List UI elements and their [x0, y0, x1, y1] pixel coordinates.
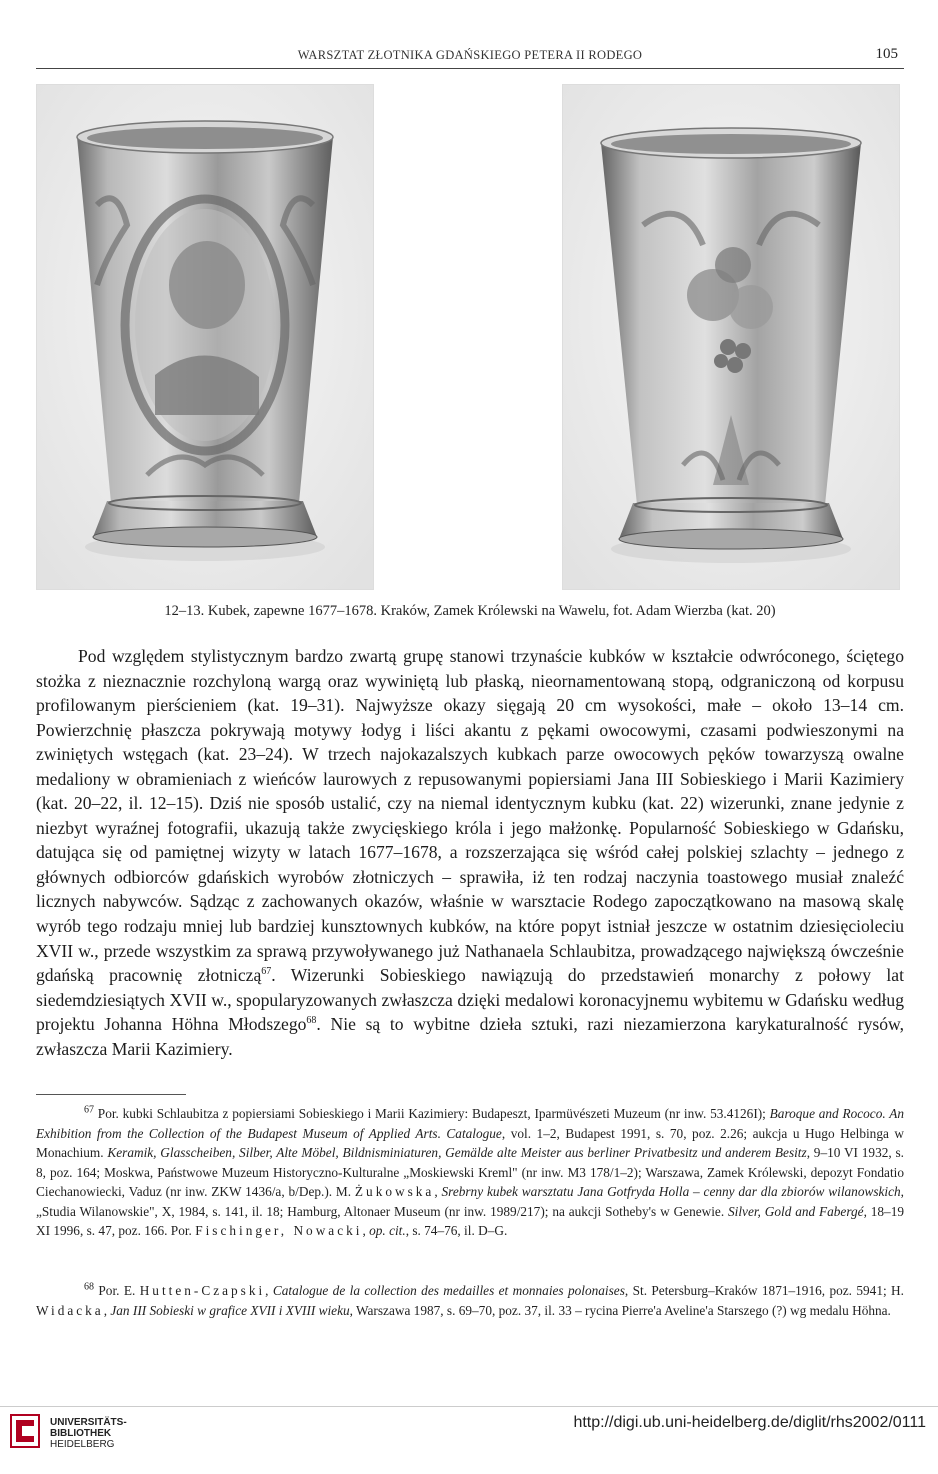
footnote-text: Por. kubki Schlaubitza z popiersiami Sobieskiego i Marii Kazimiery: Budapeszt, Iparmüvészeti Muzeum (nr inw. 53.4126I);: [97, 1106, 770, 1121]
footnote-ref-68[interactable]: 68: [306, 1015, 317, 1027]
footnote-separator: [36, 1094, 186, 1095]
figure-12-photo: [36, 84, 374, 590]
footnote-number: 68: [84, 1281, 94, 1293]
footnote-title: Keramik, Glasscheiben, Silber, Alte Möbel, Bildnisminiaturen, Gemälde alte Meister aus berliner Privatbesitz und anderem Besitz: [107, 1145, 807, 1160]
footnote-author: Fischinger, Nowacki: [195, 1223, 363, 1238]
source-url-link[interactable]: http://digi.ub.uni-heidelberg.de/diglit/rhs2002/0111: [573, 1414, 926, 1431]
body-text-part-1: Pod względem stylistycznym bardzo zwartą grupę stanowi trzynaście kubków w kształcie odwróconego, ściętego stożka z nieznacznie rozchyloną wargą oraz wywiniętą lub płaską, nieornamentowaną stopą, odgraniczoną od korpusu profilowanym pierścieniem (kat. 19–31). Najwyższe okazy sięgają 20 cm wysokości, małe – około 13–14 cm. Powierzchnię płaszcza pokrywają motywy łodyg i liści akantu z pękami owocowymi, czasami podwieszonymi na zwiniętych wstęgach (kat. 23–24). W trzech najokazalszych kubkach parze owocowych pęków towarzyszą owalne medaliony w obramieniach z wieńców laurowych z repusowanymi popiersiami Jana III Sobieskiego i Marii Kazimiery (kat. 20–22, il. 12–15). Dziś nie sposób ustalić, czy na niemal identycznym kubku (kat. 22) wizerunki, znane jedynie z niezbyt wyraźnej fotografii, ukazują także zwycięskiego króla i jego małżonkę. Popularność Sobieskiego w Gdańsku, datująca się od pamiętnej wizyty w latach 1677–1678, a rozszerzająca się wśród całej polskiej szlachty – jednego z głównych odbiorców gdańskich wyrobów złotniczych – sprawiła, iż ten rodzaj naczynia toastowego musiał znaleźć licznych nabywców. Sądząc z zachowanych okazów, właśnie w warsztacie Rodego zapoczątkowano na masową skalę wyrób tego rodzaju mniej lub bardziej kunsztownych kubków, na które popyt istniał jeszcze w ostatnim dziesięcioleciu XVII w., przede wszystkim za sprawą przywoływanego już Nathanaela Schlaubitza, prowadzącego największą ówcześnie gdańską pracownię złotniczą: [36, 646, 904, 986]
footnote-title: Silver, Gold and Fabergé: [728, 1203, 864, 1219]
page-header: [36, 44, 904, 69]
footnote-ref-67[interactable]: 67: [261, 966, 272, 978]
footnote-text: ,: [434, 1184, 442, 1199]
footnote-text: ,: [265, 1283, 273, 1298]
footnote-text: , 18–19 XI 1996, s. 47, poz. 166. Por.: [36, 1203, 904, 1238]
footer-rule: [0, 1406, 938, 1407]
footnote-text: Por. E.: [98, 1283, 140, 1298]
footnote-title: Catalogue de la collection des medailles et monnaies polonaises: [272, 1283, 625, 1298]
footnote-text: , „Studia Wilanowskie", X, 1984, s. 141, il. 18; Hamburg, Altonaer Museum (nr inw. 1989/217); na aukcji Sotheby's w Genewie.: [36, 1184, 904, 1219]
figure-13-photo: [562, 84, 900, 590]
running-title: WARSZTAT ZŁOTNIKA GDAŃSKIEGO PETERA II RODEGO: [297, 48, 643, 62]
library-name: [50, 1417, 127, 1450]
footnote-text: , vol. 1–2, Budapest 1991, s. 70, poz. 2.26; aukcja u Hugo Helbinga w Monachium.: [36, 1125, 905, 1160]
footnote-author: Widacka: [36, 1302, 104, 1318]
footnote-68: [36, 1281, 904, 1320]
library-name-line: BIBLIOTHEK: [50, 1428, 112, 1439]
footnote-text: , s. 74–76, il. D–G.: [405, 1223, 508, 1238]
library-logo-icon: [10, 1414, 40, 1448]
library-name-line: UNIVERSITÄTS-: [50, 1417, 127, 1428]
footnote-text: , St. Petersburg–Kraków 1871–1916, poz. 5941; H.: [624, 1283, 904, 1298]
footnote-author: Żukowska: [354, 1184, 435, 1199]
page-footer: [0, 1406, 938, 1474]
footnote-text: ,: [362, 1223, 370, 1238]
body-text-part-3: . Nie są to wybitne dzieła sztuki, razi niezamierzona karykaturalność rysów, zwłaszcza Marii Kazimiery.: [36, 1014, 905, 1059]
figure-caption: 12–13. Kubek, zapewne 1677–1678. Kraków, Zamek Królewski na Wawelu, fot. Adam Wierzba (kat. 20): [164, 603, 776, 619]
body-paragraph: [36, 644, 904, 1061]
footnote-title: op. cit.: [369, 1223, 406, 1238]
page-number: 105: [875, 46, 898, 62]
footnote-title: Srebrny kubek warsztatu Jana Gotfryda Holla – cenny dar dla zbiorów wilanowskich: [441, 1184, 901, 1199]
library-name-line: HEIDELBERG: [50, 1439, 115, 1450]
footnote-67: [36, 1104, 904, 1241]
footnote-text: ,: [103, 1302, 111, 1318]
footnote-text: , 9–10 VI 1932, s. 8, poz. 164; Moskwa, Państwowe Muzeum Historyczno-Kulturalne „Moskiewski Kreml" (nr inw. M3 178/1–2); Warszawa, Zamek Królewski, depozyt Fondatio Ciechanowiecki, Vaduz (nr inw. ZKW 1436/a, b/Dep.). M.: [36, 1145, 904, 1199]
footnote-title: Baroque and Rococo. An Exhibition from the Collection of the Budapest Museum of Applied Arts. Catalogue: [36, 1106, 904, 1141]
footnote-text: , Warszawa 1987, s. 69–70, poz. 37, il. 33 – rycina Pierre'a Aveline'a Starszego (?) wg medalu Höhna.: [349, 1302, 891, 1318]
footnote-number: 67: [84, 1104, 94, 1116]
footnote-title: Jan III Sobieski w grafice XVII i XVIII wieku: [110, 1302, 350, 1318]
body-text-part-2: . Wizerunki Sobieskiego nawiązują do przedstawień monarchy z połowy lat siedemdziesiątych XVII w., spopularyzowanych zwłaszcza dzięki medalowi koronacyjnemu wybitemu w Gdańsku według projektu Johanna Höhna Młodszego: [36, 965, 905, 1035]
footnote-author: Hutten-Czapski: [139, 1283, 266, 1298]
